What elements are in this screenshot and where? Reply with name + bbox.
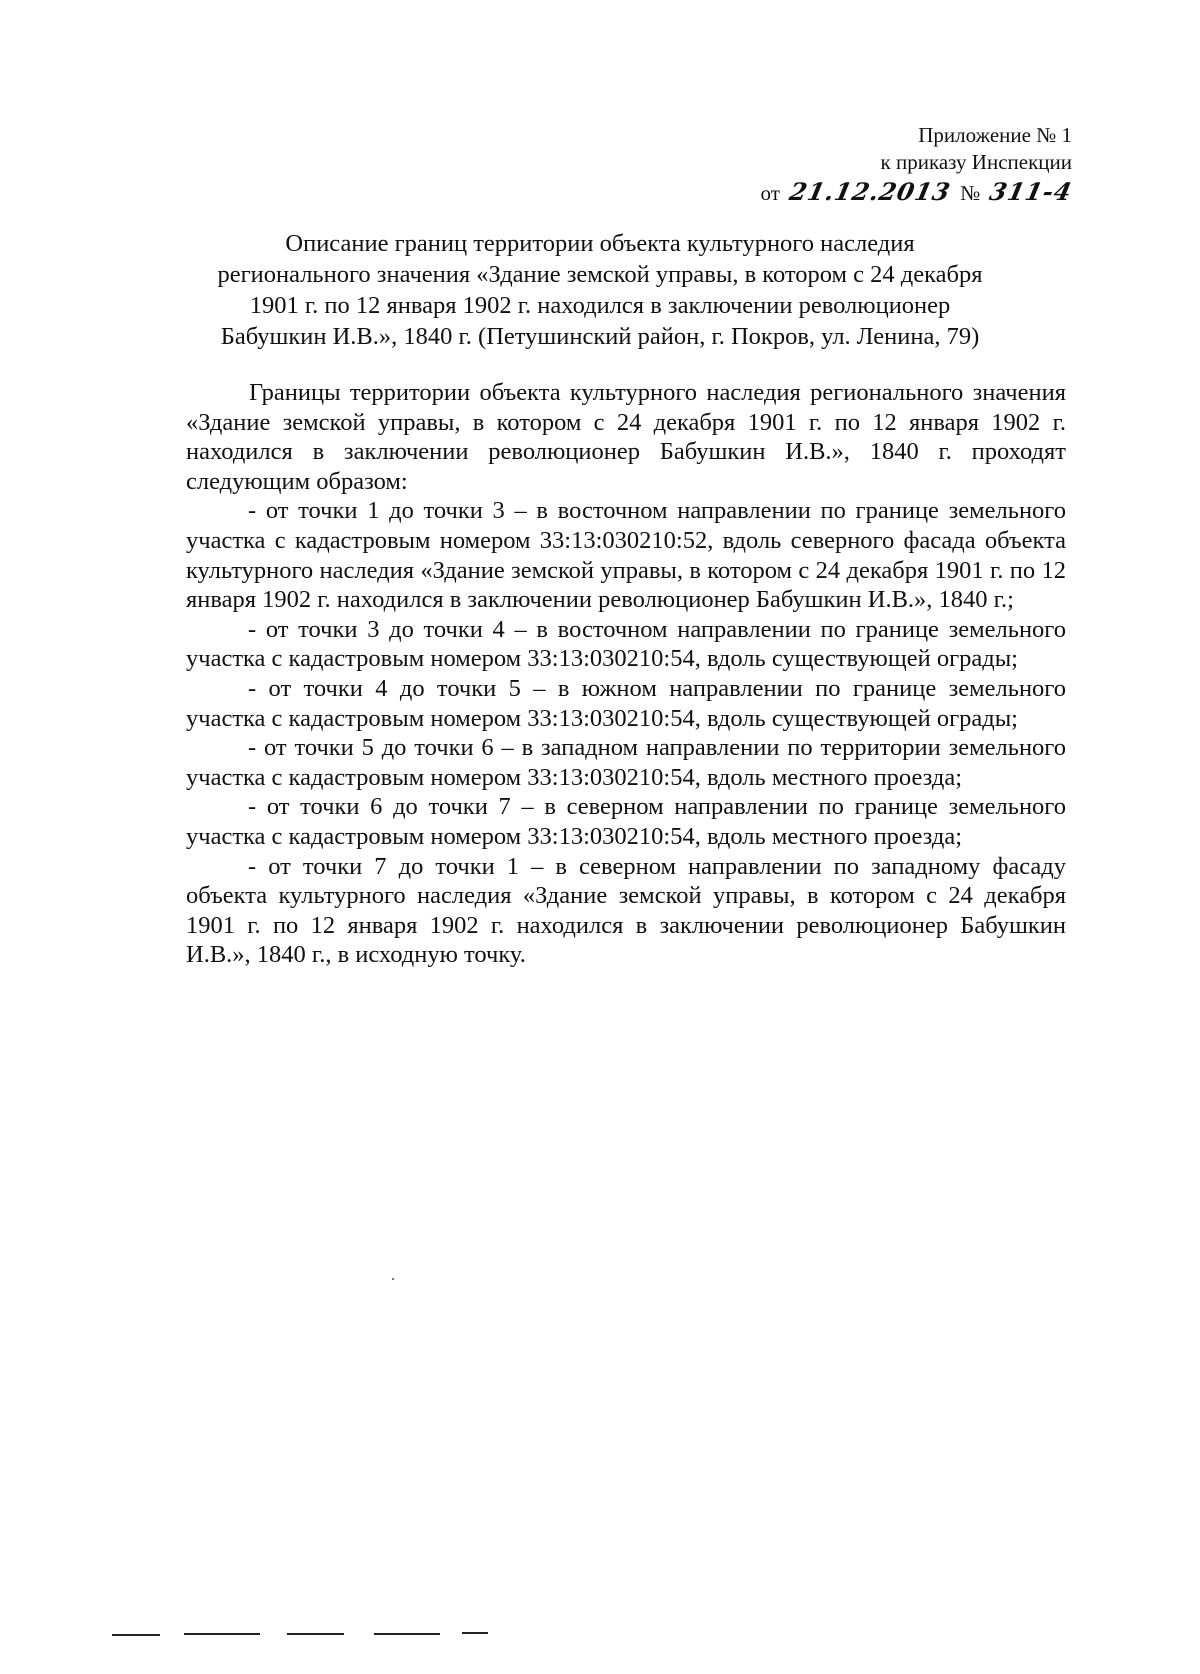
- appendix-header: [760, 122, 1076, 209]
- scan-speck: [392, 1278, 394, 1280]
- handwritten-date: 21.12.2013: [786, 177, 954, 206]
- scan-edge-dashes: [112, 1630, 532, 1638]
- appendix-order-reference: к приказу Инспекции: [880, 150, 1072, 174]
- document-title: [150, 228, 1050, 352]
- handwritten-order-number: 311-4: [987, 177, 1076, 206]
- title-line: Бабушкин И.В.», 1840 г. (Петушинский район, г. Покров, ул. Ленина, 79): [220, 323, 980, 350]
- boundary-segment-3-4: - от точки 3 до точки 4 – в восточном направлении по границе земельного участка с кадастровым номером 33:13:030210:54, вдоль существующей ограды;: [186, 615, 1066, 673]
- title-line: регионального значения «Здание земской управы, в котором с 24 декабря: [217, 261, 983, 288]
- boundary-segment-7-1: - от точки 7 до точки 1 – в северном направлении по западному фасаду объекта культурного наследия «Здание земской управы, в котором с 24 декабря 1901 г. по 12 января 1902 г. находился в заключении революционер Бабушкин И.В.», 1840 г., в исходную точку.: [186, 852, 1066, 969]
- boundary-segment-5-6: - от точки 5 до точки 6 – в западном направлении по территории земельного участка с кадастровым номером 33:13:030210:54, вдоль местного проезда;: [186, 734, 1066, 791]
- boundary-segment-6-7: - от точки 6 до точки 7 – в северном направлении по границе земельного участка с кадастровым номером 33:13:030210:54, вдоль местного проезда;: [186, 793, 1066, 850]
- title-line: 1901 г. по 12 января 1902 г. находился в заключении революционер: [249, 292, 951, 319]
- boundary-segment-1-3: - от точки 1 до точки 3 – в восточном направлении по границе земельного участка с кадастровым номером 33:13:030210:52, вдоль северного фасада объекта культурного наследия «Здание земской управы, в котором с 24 декабря 1901 г. по 12 января 1902 г. находился в заключении революционер Бабушкин И.В.», 1840 г.;: [186, 497, 1066, 614]
- order-date-number-line: [760, 176, 1076, 209]
- date-prefix: от: [760, 181, 780, 205]
- title-line: Описание границ территории объекта культурного наследия: [285, 230, 915, 257]
- document-body: [186, 378, 1066, 970]
- number-sign: №: [960, 181, 981, 205]
- appendix-label: Приложение № 1: [918, 123, 1072, 147]
- boundary-segment-4-5: - от точки 4 до точки 5 – в южном направлении по границе земельного участка с кадастровым номером 33:13:030210:54, вдоль существующей ограды;: [186, 674, 1066, 732]
- intro-paragraph: Границы территории объекта культурного наследия регионального значения «Здание земской управы, в котором с 24 декабря 1901 г. по 12 января 1902 г. находился в заключении революционер Бабушкин И.В.», 1840 г. проходят следующим образом:: [186, 379, 1066, 495]
